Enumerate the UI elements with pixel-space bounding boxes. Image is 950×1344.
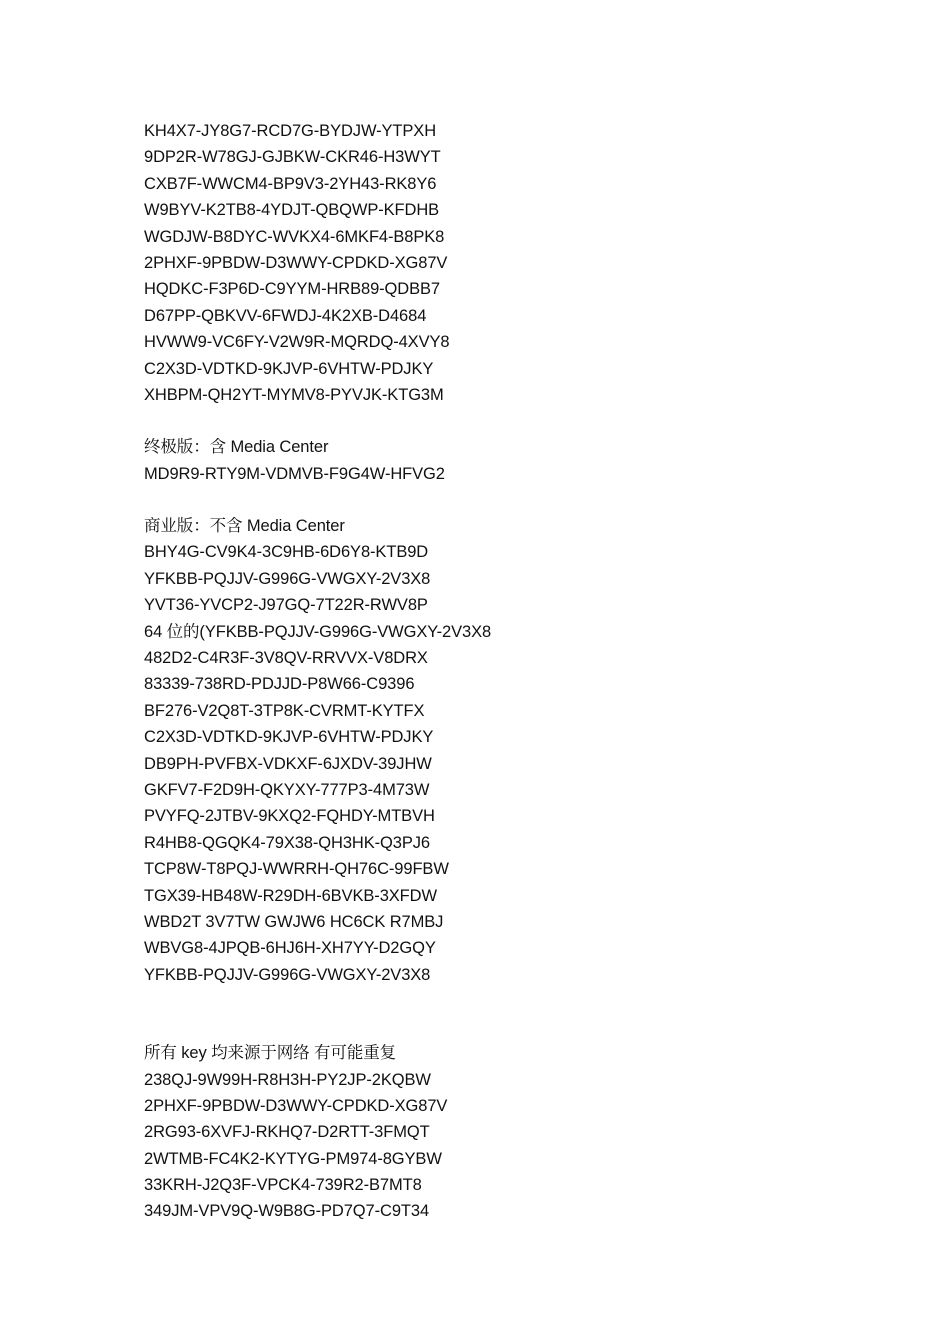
section-heading-all-keys: 所有 key 均来源于网络 有可能重复 — [144, 1044, 397, 1063]
key-line: 33KRH-J2Q3F-VPCK4-739R2-B7MT8 — [144, 1176, 422, 1195]
key-line: 64 位的(YFKBB-PQJJV-G996G-VWGXY-2V3X8 — [144, 622, 492, 641]
key-line: 9DP2R-W78GJ-GJBKW-CKR46-H3WYT — [144, 148, 441, 167]
key-line: W9BYV-K2TB8-4YDJT-QBQWP-KFDHB — [144, 201, 440, 220]
key-line: 2PHXF-9PBDW-D3WWY-CPDKD-XG87V — [144, 1096, 448, 1115]
section-spacer — [144, 487, 904, 513]
key-line: 482D2-C4R3F-3V8QV-RRVVX-V8DRX — [144, 649, 428, 668]
all-keys-section — [144, 1040, 904, 1225]
ultimate-section — [144, 434, 904, 487]
key-line: 2WTMB-FC4K2-KYTYG-PM974-8GYBW — [144, 1149, 442, 1168]
key-line: HVWW9-VC6FY-V2W9R-MQRDQ-4XVY8 — [144, 333, 450, 352]
key-line: 349JM-VPV9Q-W9B8G-PD7Q7-C9T34 — [144, 1202, 430, 1221]
key-line: D67PP-QBKVV-6FWDJ-4K2XB-D4684 — [144, 306, 427, 325]
key-line: XHBPM-QH2YT-MYMV8-PYVJK-KTG3M — [144, 385, 444, 404]
key-line: BF276-V2Q8T-3TP8K-CVRMT-KYTFX — [144, 701, 425, 720]
section-heading-business: 商业版：不含 Media Center — [144, 517, 345, 536]
key-line: CXB7F-WWCM4-BP9V3-2YH43-RK8Y6 — [144, 174, 437, 193]
section-spacer — [144, 408, 904, 434]
section-spacer — [144, 988, 904, 1040]
key-line: BHY4G-CV9K4-3C9HB-6D6Y8-KTB9D — [144, 543, 429, 562]
key-line: TGX39-HB48W-R29DH-6BVKB-3XFDW — [144, 886, 437, 905]
key-line: MD9R9-RTY9M-VDMVB-F9G4W-HFVG2 — [144, 464, 445, 483]
key-line: WGDJW-B8DYC-WVKX4-6MKF4-B8PK8 — [144, 227, 445, 246]
key-line: 238QJ-9W99H-R8H3H-PY2JP-2KQBW — [144, 1070, 431, 1089]
key-line: KH4X7-JY8G7-RCD7G-BYDJW-YTPXH — [144, 122, 437, 140]
key-line: C2X3D-VDTKD-9KJVP-6VHTW-PDJKY — [144, 359, 434, 378]
key-line: YFKBB-PQJJV-G996G-VWGXY-2V3X8 — [144, 965, 431, 984]
key-line: PVYFQ-2JTBV-9KXQ2-FQHDY-MTBVH — [144, 807, 435, 826]
key-line: HQDKC-F3P6D-C9YYM-HRB89-QDBB7 — [144, 280, 440, 299]
document-page — [144, 118, 904, 1225]
key-line: 2RG93-6XVFJ-RKHQ7-D2RTT-3FMQT — [144, 1123, 430, 1142]
key-line: 83339-738RD-PDJJD-P8W66-C9396 — [144, 675, 415, 694]
key-line: R4HB8-QGQK4-79X38-QH3HK-Q3PJ6 — [144, 833, 430, 852]
section-heading-ultimate: 终极版：含 Media Center — [144, 438, 329, 457]
key-line: 2PHXF-9PBDW-D3WWY-CPDKD-XG87V — [144, 253, 448, 272]
business-section — [144, 513, 904, 988]
key-line: YFKBB-PQJJV-G996G-VWGXY-2V3X8 — [144, 569, 431, 588]
key-line: GKFV7-F2D9H-QKYXY-777P3-4M73W — [144, 780, 430, 799]
key-line: YVT36-YVCP2-J97GQ-7T22R-RWV8P — [144, 596, 428, 615]
key-line: C2X3D-VDTKD-9KJVP-6VHTW-PDJKY — [144, 728, 434, 747]
key-line: WBVG8-4JPQB-6HJ6H-XH7YY-D2GQY — [144, 939, 436, 958]
key-line: WBD2T 3V7TW GWJW6 HC6CK R7MBJ — [144, 912, 444, 931]
key-line: TCP8W-T8PQJ-WWRRH-QH76C-99FBW — [144, 860, 449, 879]
key-line: DB9PH-PVFBX-VDKXF-6JXDV-39JHW — [144, 754, 432, 773]
initial-key-list — [144, 118, 904, 408]
